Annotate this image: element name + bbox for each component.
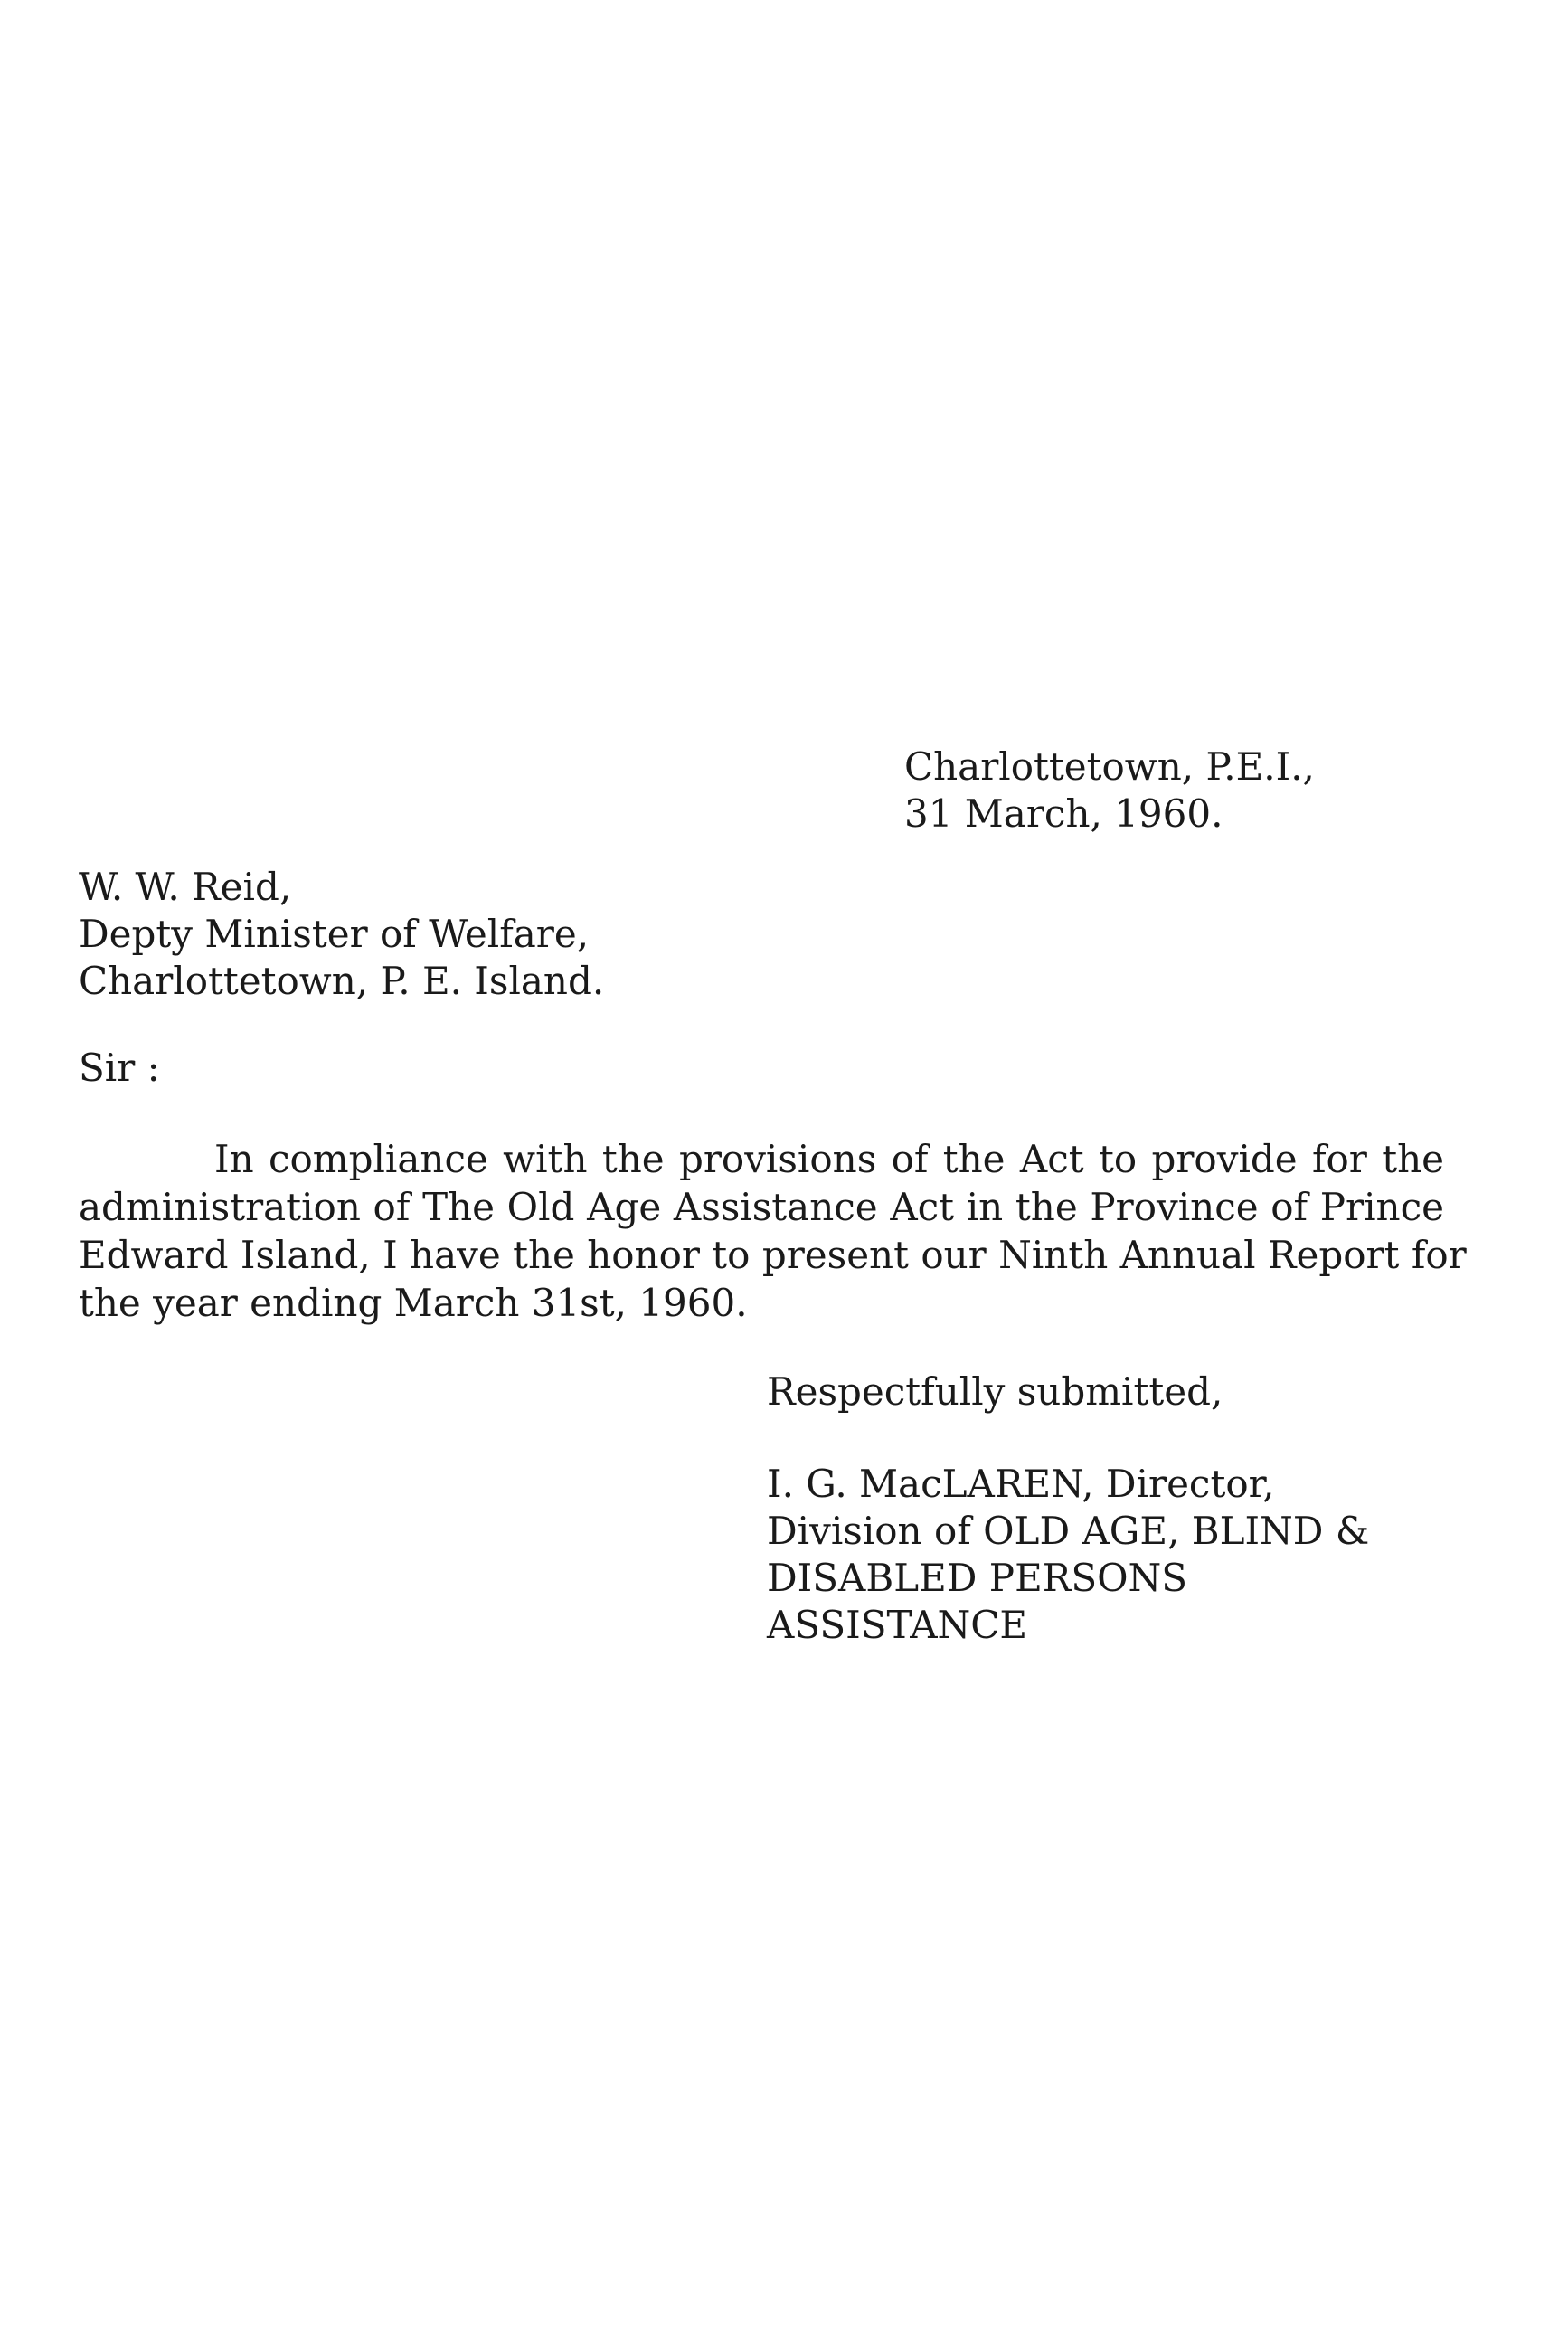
body-paragraph	[79, 1135, 1467, 1327]
signatory-name-title: I. G. MacLAREN, Director,	[767, 1462, 1275, 1506]
salutation: Sir :	[79, 1046, 160, 1090]
body-line: Edward Island, I have the honor to present our Ninth Annual Report for	[79, 1233, 1467, 1277]
recipient-name: W. W. Reid,	[79, 865, 292, 909]
body-line: administration of The Old Age Assistance Act in the Province of Prince	[79, 1185, 1444, 1229]
place-date-block	[904, 743, 1315, 838]
recipient-address: Charlottetown, P. E. Island.	[79, 959, 605, 1003]
body-line: the year ending March 31st, 1960.	[79, 1281, 748, 1325]
recipient-title: Depty Minister of Welfare,	[79, 912, 590, 956]
letter-date: 31 March, 1960.	[904, 791, 1223, 836]
recipient-block	[79, 864, 604, 1005]
letter-place: Charlottetown, P.E.I.,	[904, 744, 1315, 789]
signature-block	[767, 1461, 1369, 1649]
signatory-division: ASSISTANCE	[767, 1603, 1028, 1647]
signatory-division: DISABLED PERSONS	[767, 1556, 1188, 1600]
closing: Respectfully submitted,	[767, 1369, 1223, 1414]
body-line: In compliance with the provisions of the Act to provide for the	[214, 1137, 1444, 1181]
signatory-division: Division of OLD AGE, BLIND &	[767, 1509, 1370, 1553]
